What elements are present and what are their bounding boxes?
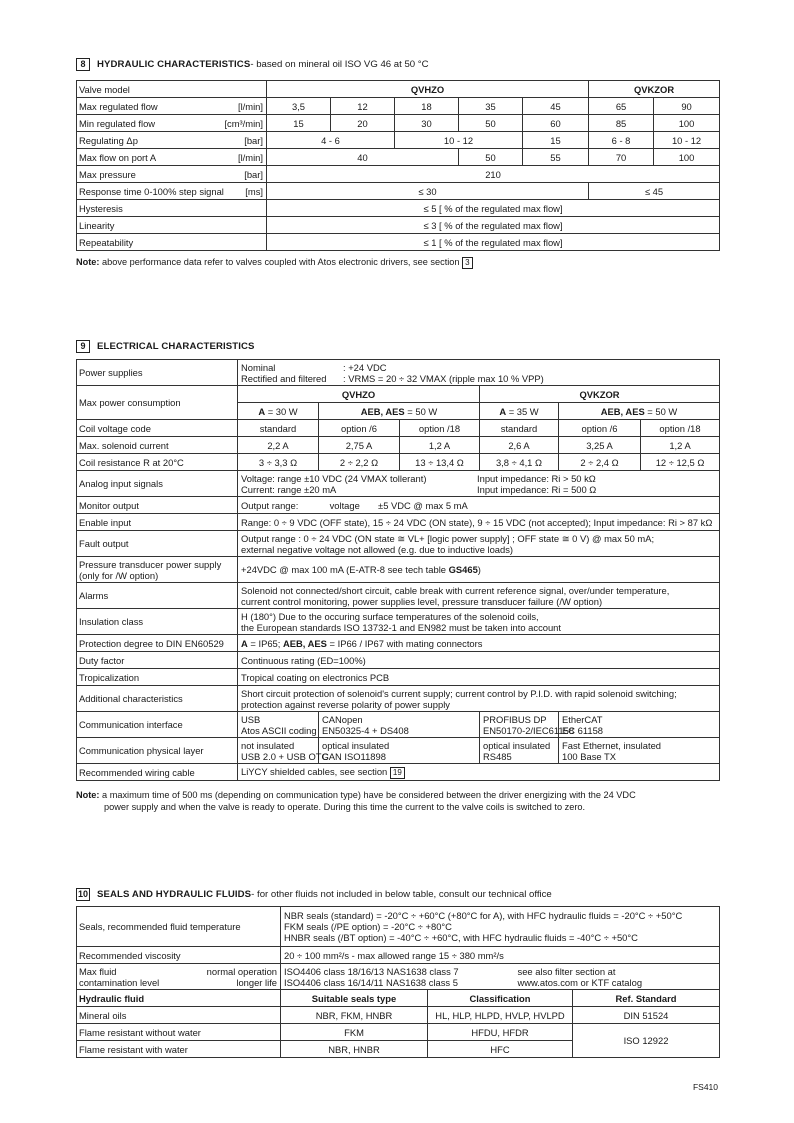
cell: 1,2 A	[400, 437, 480, 454]
cell: Solenoid not connected/short circuit, cable break with current reference signal, over/under temperature, current control monitoring, power supplies level, pressure transducer failure (/W option)	[238, 583, 720, 609]
cell: ISO4406 class 18/16/13 NAS1638 class 7 ISO4406 class 16/14/11 NAS1638 class 5	[281, 964, 650, 990]
cell: AEB, AES = 50 W	[559, 403, 720, 420]
row-label: Analog input signals	[77, 471, 238, 497]
electrical-table-wrap	[76, 359, 719, 781]
table-header-row	[77, 990, 720, 1007]
section-subtitle: - for other fluids not included in below table, consult our technical office	[251, 888, 552, 900]
row-label: Coil voltage code	[77, 420, 238, 437]
row-label: Max fluid contamination level	[77, 964, 195, 990]
row-label: Coil resistance R at 20°C	[77, 454, 238, 471]
table-row	[77, 217, 720, 234]
cell: Short circuit protection of solenoid's current supply; current control by P.I.D. with rapid solenoid switching; protection against reverse polarity of power supply	[238, 686, 720, 712]
table-row	[77, 454, 720, 471]
table-row	[77, 609, 720, 635]
cell: 210	[267, 166, 720, 183]
table-row	[77, 115, 720, 132]
cell: USB Atos ASCII coding	[238, 712, 319, 738]
cell: Nominal : +24 VDC Rectified and filtered : VRMS = 20 ÷ 32 VMAX (ripple max 10 % VPP)	[238, 360, 720, 386]
cell: optical insulated RS485	[480, 738, 559, 764]
table-row	[77, 712, 720, 738]
cell: 55	[523, 149, 589, 166]
hydraulic-table	[76, 80, 720, 251]
cell: A = 35 W	[480, 403, 559, 420]
cell: HFDU, HFDR	[428, 1024, 573, 1041]
table-row	[77, 514, 720, 531]
cell: 12	[331, 98, 395, 115]
row-label: Recommended viscosity	[77, 947, 281, 964]
cell: 6 - 8	[589, 132, 654, 149]
section-ref[interactable]: 19	[390, 767, 405, 779]
seals-table-wrap	[76, 906, 719, 1058]
section-title: ELECTRICAL CHARACTERISTICS	[97, 340, 255, 352]
table-row	[77, 947, 720, 964]
row-label: Max flow on port A [l/min]	[77, 149, 267, 166]
table-row	[77, 764, 720, 781]
table-row	[77, 420, 720, 437]
cell: NBR, HNBR	[281, 1041, 428, 1058]
cell: 2,75 A	[319, 437, 400, 454]
row-label: Max pressure [bar]	[77, 166, 267, 183]
table-row	[77, 557, 720, 583]
cell: 20	[331, 115, 395, 132]
cell: LiYCY shielded cables, see section 19	[238, 764, 720, 781]
electrical-note: Note: a maximum time of 500 ms (depending on communication type) have be considered between the driver energizing with the 24 VDC power supply and when the valve is ready to operate. During this time the current to the valve coils is switched to zero.	[76, 790, 636, 812]
row-label: Insulation class	[77, 609, 238, 635]
row-label: Tropicalization	[77, 669, 238, 686]
cell: 3 ÷ 3,3 Ω	[238, 454, 319, 471]
section-title: HYDRAULIC CHARACTERISTICS	[97, 58, 251, 70]
table-row	[77, 166, 720, 183]
cell: option /18	[400, 420, 480, 437]
table-row	[77, 531, 720, 557]
cell: Mineral oils	[77, 1007, 281, 1024]
cell: NBR seals (standard) = -20°C ÷ +60°C (+80°C for A), with HFC hydraulic fluids = -20°C ÷ +50°C FKM seals (/PE option) = -20°C ÷ +80°C HNBR seals (/BT option) = -40°C ÷ +60°C, with HFC hydraulic fluids = -40°C ÷ +50°C	[281, 907, 720, 947]
cell: 2,2 A	[238, 437, 319, 454]
row-label: Enable input	[77, 514, 238, 531]
table-row	[77, 583, 720, 609]
cell: CANopen EN50325-4 + DS408	[319, 712, 480, 738]
cell: 60	[523, 115, 589, 132]
cell: ≤ 5 [ % of the regulated max flow]	[267, 200, 720, 217]
cell: HL, HLP, HLPD, HVLP, HVLPD	[428, 1007, 573, 1024]
cell: 45	[523, 98, 589, 115]
cell: A = IP65; AEB, AES = IP66 / IP67 with mating connectors	[238, 635, 720, 652]
cell: AEB, AES = 50 W	[319, 403, 480, 420]
model-header: QVHZO	[238, 386, 480, 403]
table-row	[77, 1007, 720, 1024]
row-label: Fault output	[77, 531, 238, 557]
cell: 100	[654, 149, 720, 166]
column-header: Suitable seals type	[281, 990, 428, 1007]
cell: 18	[395, 98, 459, 115]
cell: ≤ 30	[267, 183, 589, 200]
section-header	[76, 887, 719, 901]
row-label: Linearity	[77, 217, 267, 234]
table-row	[77, 738, 720, 764]
cell: ISO 12922	[573, 1024, 720, 1058]
row-sublabel: normal operation longer life	[195, 964, 281, 990]
cell: 35	[459, 98, 523, 115]
cell: NBR, FKM, HNBR	[281, 1007, 428, 1024]
cell: +24VDC @ max 100 mA (E-ATR-8 see tech table GS465)	[238, 557, 720, 583]
cell: HFC	[428, 1041, 573, 1058]
cell: standard	[238, 420, 319, 437]
cell: Fast Ethernet, insulated 100 Base TX	[559, 738, 720, 764]
cell: H (180°) Due to the occuring surface temperatures of the solenoid coils, the European standards ISO 13732-1 and EN982 must be taken into account	[238, 609, 720, 635]
row-label: Regulating Δp [bar]	[77, 132, 267, 149]
fluids-table	[76, 989, 720, 1058]
hydraulic-note: Note: above performance data refer to valves coupled with Atos electronic drivers, see section 3	[76, 257, 719, 269]
cell: Output range: voltage ±5 VDC @ max 5 mA	[238, 497, 720, 514]
row-label: Max power consumption	[77, 386, 238, 420]
cell: 12 ÷ 12,5 Ω	[641, 454, 720, 471]
table-row	[77, 686, 720, 712]
row-label: Hysteresis	[77, 200, 267, 217]
table-row	[77, 360, 720, 386]
cell: Flame resistant without water	[77, 1024, 281, 1041]
cell: 2 ÷ 2,4 Ω	[559, 454, 641, 471]
cell: Flame resistant with water	[77, 1041, 281, 1058]
table-row	[77, 964, 720, 990]
cell: 10 - 12	[654, 132, 720, 149]
cell: 13 ÷ 13,4 Ω	[400, 454, 480, 471]
cell: 15	[523, 132, 589, 149]
row-label: Recommended wiring cable	[77, 764, 238, 781]
cell: Output range : 0 ÷ 24 VDC (ON state ≅ VL+ [logic power supply] ; OFF state ≅ 0 V) @ max 50 mA; external negative voltage not allowed (e.g. due to inductive loads)	[238, 531, 720, 557]
cell: optical insulated CAN ISO11898	[319, 738, 480, 764]
row-label: Monitor output	[77, 497, 238, 514]
cell: 4 - 6	[267, 132, 395, 149]
hydraulic-table-wrap	[76, 80, 719, 251]
electrical-table	[76, 359, 720, 781]
cell: standard	[480, 420, 559, 437]
cell: Range: 0 ÷ 9 VDC (OFF state), 15 ÷ 24 VDC (ON state), 9 ÷ 15 VDC (not accepted); Input impedance: Ri > 87 kΩ	[238, 514, 720, 531]
row-label: Protection degree to DIN EN60529	[77, 635, 238, 652]
cell: 3,8 ÷ 4,1 Ω	[480, 454, 559, 471]
row-label: Duty factor	[77, 652, 238, 669]
column-header: Hydraulic fluid	[77, 990, 281, 1007]
cell: see also filter section at www.atos.com or KTF catalog	[650, 964, 720, 990]
row-label: Response time 0-100% step signal [ms]	[77, 183, 267, 200]
section-hydraulic	[76, 57, 719, 71]
row-label: Max. solenoid current	[77, 437, 238, 454]
cell: PROFIBUS DP EN50170-2/IEC61158	[480, 712, 559, 738]
cell: 1,2 A	[641, 437, 720, 454]
section-electrical	[76, 339, 719, 353]
table-row	[77, 234, 720, 251]
cell: ≤ 3 [ % of the regulated max flow]	[267, 217, 720, 234]
row-label: Communication physical layer	[77, 738, 238, 764]
cell: EtherCAT EC 61158	[559, 712, 720, 738]
row-label: Valve model	[77, 81, 267, 98]
table-row	[77, 635, 720, 652]
row-label: Pressure transducer power supply (only for /W option)	[77, 557, 238, 583]
table-row	[77, 149, 720, 166]
section-number: 9	[76, 340, 90, 353]
cell: Continuous rating (ED=100%)	[238, 652, 720, 669]
row-label: Max regulated flow [l/min]	[77, 98, 267, 115]
model-header: QVKZOR	[480, 386, 720, 403]
cell: FKM	[281, 1024, 428, 1041]
row-label: Alarms	[77, 583, 238, 609]
table-row	[77, 98, 720, 115]
cell: ≤ 45	[589, 183, 720, 200]
cell: A = 30 W	[238, 403, 319, 420]
cell: option /18	[641, 420, 720, 437]
cell: not insulated USB 2.0 + USB OTG	[238, 738, 319, 764]
row-label: Min regulated flow [cm³/min]	[77, 115, 267, 132]
cell: DIN 51524	[573, 1007, 720, 1024]
cell: 3,25 A	[559, 437, 641, 454]
row-label: Additional characteristics	[77, 686, 238, 712]
seals-table	[76, 906, 720, 990]
table-row	[77, 497, 720, 514]
column-header: Classification	[428, 990, 573, 1007]
table-row	[77, 200, 720, 217]
model-header: QVKZOR	[589, 81, 720, 98]
table-row	[77, 437, 720, 454]
section-header	[76, 57, 719, 71]
section-title: SEALS AND HYDRAULIC FLUIDS	[97, 888, 252, 900]
row-label: Seals, recommended fluid temperature	[77, 907, 281, 947]
section-seals	[76, 887, 719, 901]
column-header: Ref. Standard	[573, 990, 720, 1007]
cell: 50	[459, 115, 523, 132]
cell: option /6	[559, 420, 641, 437]
cell: 65	[589, 98, 654, 115]
table-row	[77, 907, 720, 947]
table-row	[77, 669, 720, 686]
table-row	[77, 471, 720, 497]
table-row	[77, 652, 720, 669]
section-subtitle: - based on mineral oil ISO VG 46 at 50 °C	[250, 58, 429, 70]
cell: 100	[654, 115, 720, 132]
cell: Voltage: range ±10 VDC (24 VMAX tollerant) Input impedance: Ri > 50 kΩ Current: range ±20 mA Input impedance: Ri = 500 Ω	[238, 471, 720, 497]
cell: 3,5	[267, 98, 331, 115]
cell: option /6	[319, 420, 400, 437]
cell: 85	[589, 115, 654, 132]
table-row	[77, 183, 720, 200]
cell: 50	[459, 149, 523, 166]
cell: 30	[395, 115, 459, 132]
cell: 2,6 A	[480, 437, 559, 454]
cell: 70	[589, 149, 654, 166]
row-label: Communication interface	[77, 712, 238, 738]
section-ref[interactable]: 3	[462, 257, 472, 269]
table-row	[77, 132, 720, 149]
cell: 15	[267, 115, 331, 132]
section-header	[76, 339, 719, 353]
table-row	[77, 81, 720, 98]
cell: 40	[267, 149, 459, 166]
model-header: QVHZO	[267, 81, 589, 98]
table-row	[77, 386, 720, 403]
section-number: 10	[78, 888, 89, 899]
cell: 2 ÷ 2,2 Ω	[319, 454, 400, 471]
cell: ≤ 1 [ % of the regulated max flow]	[267, 234, 720, 251]
section-number: 8	[76, 58, 90, 71]
cell: Tropical coating on electronics PCB	[238, 669, 720, 686]
cell: 10 - 12	[395, 132, 523, 149]
table-row	[77, 1024, 720, 1041]
cell: 20 ÷ 100 mm²/s - max allowed range 15 ÷ 380 mm²/s	[281, 947, 720, 964]
page-code: FS410	[692, 1082, 718, 1092]
row-label: Repeatability	[77, 234, 267, 251]
row-label: Power supplies	[77, 360, 238, 386]
cell: 90	[654, 98, 720, 115]
